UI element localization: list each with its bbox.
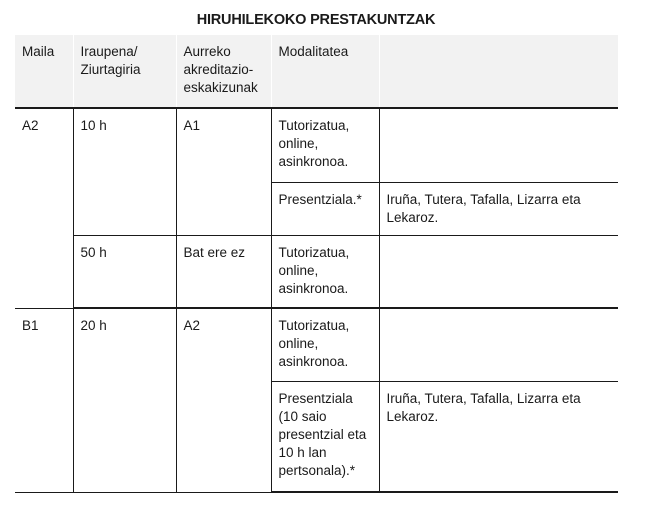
lekua-cell: Iruña, Tutera, Tafalla, Lizarra eta Lekaroz. bbox=[379, 381, 618, 492]
modalitatea-cell: Presentziala (10 saio presentzial eta 10 h lan pertsonala).* bbox=[271, 381, 379, 492]
lekua-cell bbox=[379, 108, 618, 182]
lekua-cell bbox=[379, 235, 618, 308]
header-modalitatea: Modalitatea bbox=[271, 35, 379, 108]
iraupena-cell: 10 h bbox=[73, 108, 176, 235]
maila-cell: A2 bbox=[15, 108, 73, 308]
iraupena-cell: 20 h bbox=[73, 308, 176, 492]
table-header bbox=[15, 35, 618, 108]
iraupena-cell: 50 h bbox=[73, 235, 176, 308]
header-aurreko: Aurreko akreditazio-eskakizunak bbox=[176, 35, 271, 108]
header-maila: Maila bbox=[15, 35, 73, 108]
modalitatea-cell: Presentziala.* bbox=[271, 182, 379, 235]
table-row bbox=[15, 235, 618, 308]
modalitatea-cell: Tutorizatua, online, asinkronoa. bbox=[271, 235, 379, 308]
modalitatea-cell: Tutorizatua, online, asinkronoa. bbox=[271, 108, 379, 182]
aurreko-cell: Bat ere ez bbox=[176, 235, 271, 308]
aurreko-cell: A2 bbox=[176, 308, 271, 492]
modalitatea-cell: Tutorizatua, online, asinkronoa. bbox=[271, 308, 379, 381]
aurreko-cell: A1 bbox=[176, 108, 271, 235]
lekua-cell: Iruña, Tutera, Tafalla, Lizarra eta Lekaroz. bbox=[379, 182, 618, 235]
table-row bbox=[15, 108, 618, 182]
header-extra bbox=[379, 35, 618, 108]
lekua-cell bbox=[379, 308, 618, 381]
table-row bbox=[15, 308, 618, 381]
maila-cell: B1 bbox=[15, 308, 73, 492]
courses-table bbox=[15, 35, 618, 493]
table-body bbox=[15, 108, 618, 492]
table-title: HIRUHILEKOKO PRESTAKUNTZAK bbox=[196, 12, 436, 28]
header-row bbox=[15, 35, 618, 108]
header-iraupena: Iraupena/ Ziurtagiria bbox=[73, 35, 176, 108]
